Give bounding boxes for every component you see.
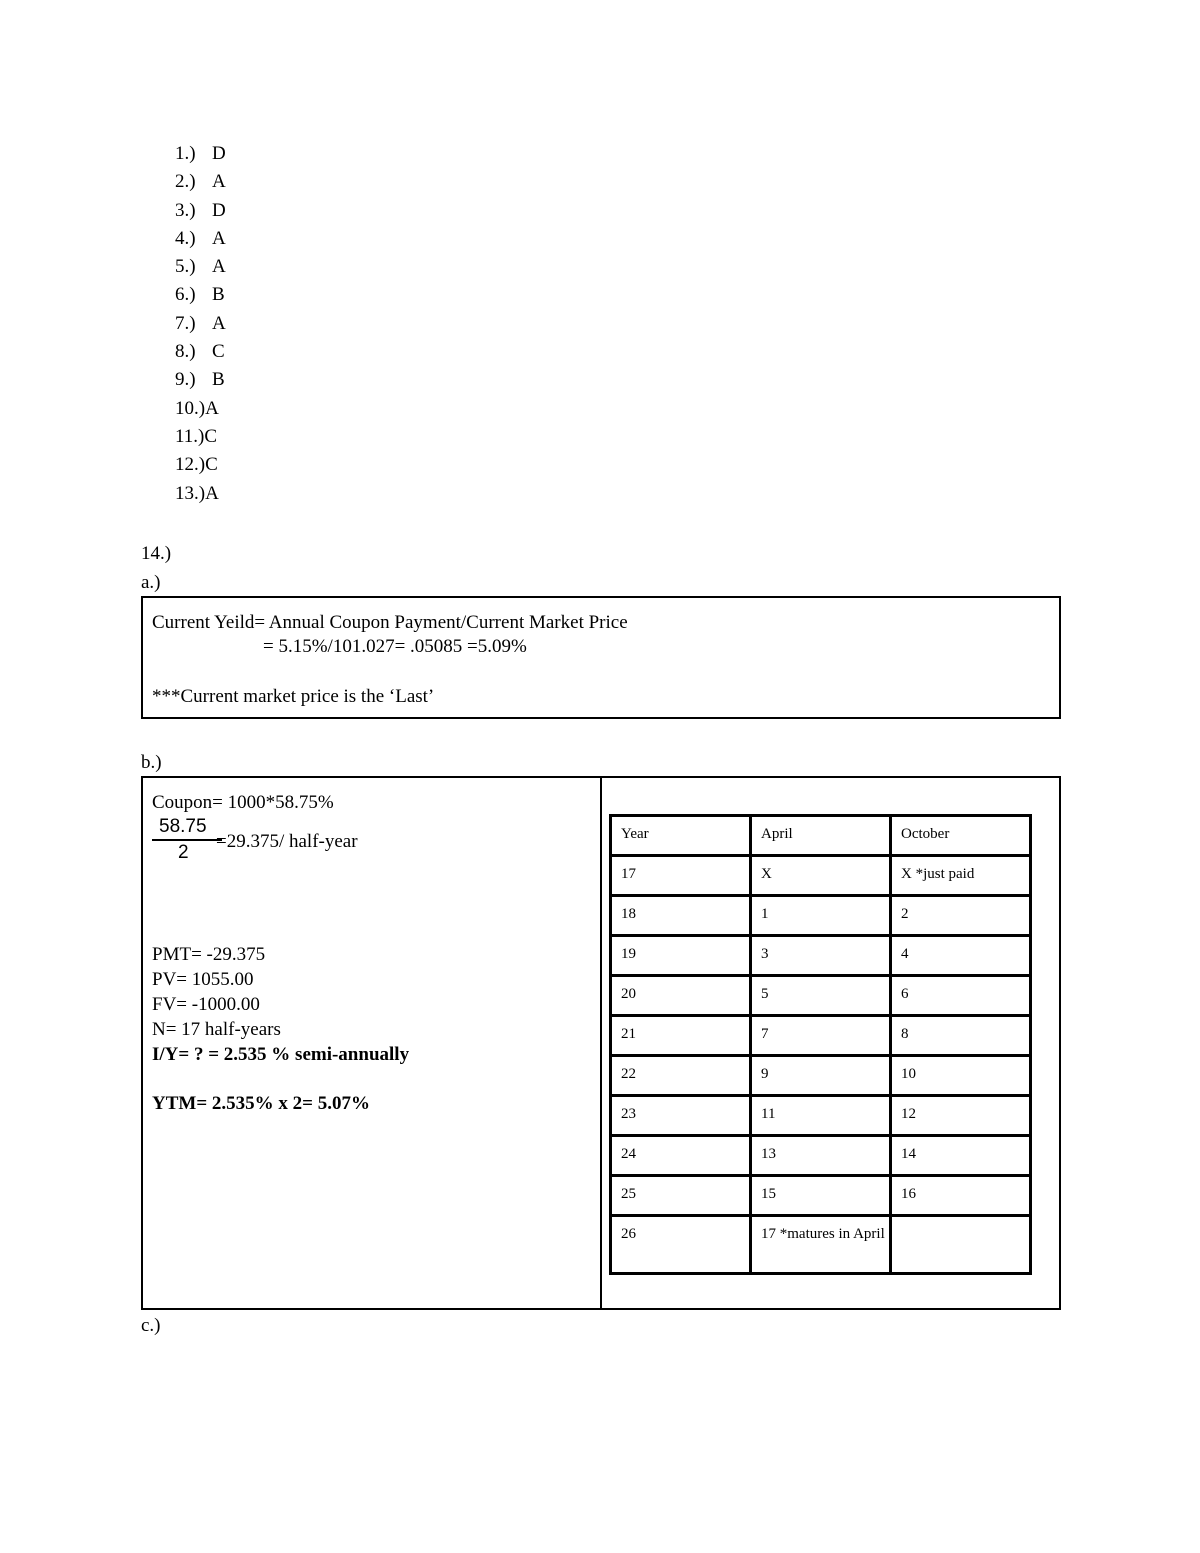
table-cell: 12 xyxy=(891,1096,1031,1136)
table-cell: 23 xyxy=(611,1096,751,1136)
pmt-line: PMT= -29.375 xyxy=(152,944,266,965)
fraction-denominator: 2 xyxy=(178,842,189,863)
table-cell: 3 xyxy=(751,936,891,976)
table-cell: 5 xyxy=(751,976,891,1016)
table-cell: 24 xyxy=(611,1136,751,1176)
list-item: 4.) A xyxy=(175,227,226,249)
table-cell: 1 xyxy=(751,896,891,936)
list-item: 12.)C xyxy=(175,454,218,476)
table-row xyxy=(611,1216,1031,1274)
table-row xyxy=(611,1056,1031,1096)
table-row xyxy=(611,856,1031,896)
table-cell: 8 xyxy=(891,1016,1031,1056)
table-cell: 2 xyxy=(891,896,1031,936)
list-item: 9.) B xyxy=(175,369,225,391)
coupon-line: Coupon= 1000*58.75% xyxy=(152,792,334,813)
list-item: 8.) C xyxy=(175,341,225,363)
current-yield-formula: Current Yeild= Annual Coupon Payment/Current Market Price xyxy=(152,612,628,633)
question-14-label: 14.) xyxy=(141,543,172,564)
part-b-label: b.) xyxy=(141,752,162,773)
table-cell: 20 xyxy=(611,976,751,1016)
fv-line: FV= -1000.00 xyxy=(152,994,260,1015)
table-cell: 22 xyxy=(611,1056,751,1096)
table-row xyxy=(611,976,1031,1016)
ytm-line: YTM= 2.535% x 2= 5.07% xyxy=(152,1093,370,1114)
column-header: Year xyxy=(611,816,751,856)
list-item: 7.) A xyxy=(175,312,226,334)
table-cell: 13 xyxy=(751,1136,891,1176)
iy-line: I/Y= ? = 2.535 % semi-annually xyxy=(152,1044,410,1065)
current-yield-box xyxy=(141,596,1061,719)
part-a-label: a.) xyxy=(141,572,161,593)
table-cell xyxy=(891,1216,1031,1274)
list-item: 1.) D xyxy=(175,143,226,164)
table-row xyxy=(611,1016,1031,1056)
column-header: April xyxy=(751,816,891,856)
table-row xyxy=(611,896,1031,936)
table-cell: 19 xyxy=(611,936,751,976)
table-cell: 15 xyxy=(751,1176,891,1216)
table-cell: 14 xyxy=(891,1136,1031,1176)
table-cell: 16 xyxy=(891,1176,1031,1216)
list-item: 13.)A xyxy=(175,482,219,504)
answer-list xyxy=(175,140,226,508)
list-item: 3.) D xyxy=(175,199,226,221)
table-cell: 21 xyxy=(611,1016,751,1056)
list-item: 6.) B xyxy=(175,284,225,306)
half-year-coupon: =29.375/ half-year xyxy=(216,831,358,852)
payment-schedule-table xyxy=(609,814,1032,1275)
pv-line: PV= 1055.00 xyxy=(152,969,254,990)
table-cell: X xyxy=(751,856,891,896)
column-header: October xyxy=(891,816,1031,856)
current-yield-note: ***Current market price is the ‘Last’ xyxy=(152,686,435,707)
table-cell: 17 xyxy=(611,856,751,896)
table-cell: 18 xyxy=(611,896,751,936)
table-cell: 10 xyxy=(891,1056,1031,1096)
table-cell: 4 xyxy=(891,936,1031,976)
table-cell: 11 xyxy=(751,1096,891,1136)
list-item: 10.)A xyxy=(175,397,219,419)
table-row xyxy=(611,1176,1031,1216)
list-item: 11.)C xyxy=(175,425,218,447)
cell-divider xyxy=(600,778,602,1308)
table-cell: 17 *matures in April xyxy=(751,1216,891,1274)
fraction-bar xyxy=(152,839,222,841)
table-row xyxy=(611,1096,1031,1136)
table-cell: X *just paid xyxy=(891,856,1031,896)
table-row xyxy=(611,1136,1031,1176)
part-c-label: c.) xyxy=(141,1315,161,1336)
table-header-row xyxy=(611,816,1031,856)
list-item: 2.) A xyxy=(175,171,226,193)
table-cell: 25 xyxy=(611,1176,751,1216)
table-cell: 9 xyxy=(751,1056,891,1096)
current-yield-calc: = 5.15%/101.027= .05085 =5.09% xyxy=(263,636,527,657)
table-row xyxy=(611,936,1031,976)
n-line: N= 17 half-years xyxy=(152,1019,281,1040)
fraction-numerator: 58.75 xyxy=(159,816,207,837)
ytm-box xyxy=(141,776,1061,1310)
table-cell: 7 xyxy=(751,1016,891,1056)
ytm-calculation xyxy=(152,778,592,1308)
table-cell: 6 xyxy=(891,976,1031,1016)
list-item: 5.) A xyxy=(175,256,226,278)
table-cell: 26 xyxy=(611,1216,751,1274)
